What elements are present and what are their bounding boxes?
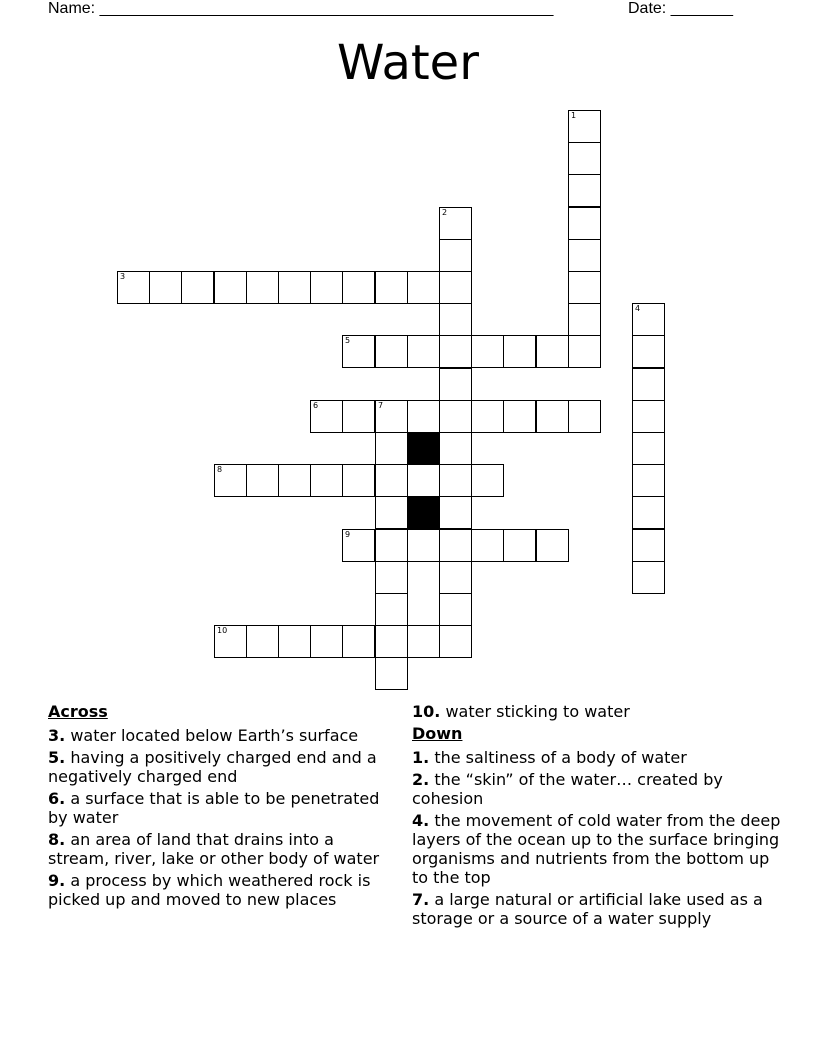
clue-text: having a positively charged end and a negatively charged end	[48, 748, 377, 786]
grid-cell[interactable]	[439, 529, 472, 562]
clue-number-label: 9	[345, 530, 351, 539]
clue-number-label: 4	[635, 304, 641, 313]
across-heading: Across	[48, 702, 108, 721]
grid-cell[interactable]	[214, 271, 247, 304]
header	[48, 0, 748, 20]
clue-text: a large natural or artificial lake used as a storage or a source of a water supply	[412, 890, 763, 928]
grid-cell[interactable]	[439, 625, 472, 658]
grid-cell[interactable]	[375, 400, 408, 433]
grid-cell[interactable]	[632, 529, 665, 562]
clue-number-label: 8	[217, 465, 223, 474]
grid-cell[interactable]	[342, 335, 375, 368]
grid-cell[interactable]	[407, 335, 440, 368]
clue-text: a process by which weathered rock is picked up and moved to new places	[48, 871, 371, 909]
grid-cell[interactable]	[375, 593, 408, 626]
clue-number-label: 5	[345, 336, 351, 345]
grid-cell[interactable]	[632, 464, 665, 497]
clue-text: water sticking to water	[445, 702, 630, 721]
clue-number: 4.	[412, 811, 430, 830]
clue-text: an area of land that drains into a stream, river, lake or other body of water	[48, 830, 380, 868]
clue-text: water located below Earth’s surface	[70, 726, 359, 745]
grid-cell[interactable]	[407, 400, 440, 433]
clue-number: 7.	[412, 890, 430, 909]
grid-cell[interactable]	[568, 142, 601, 175]
grid-cell[interactable]	[375, 335, 408, 368]
clue-number-label: 1	[571, 111, 577, 120]
grid-cell[interactable]	[407, 271, 440, 304]
grid-cell[interactable]	[471, 529, 504, 562]
grid-cell[interactable]	[632, 561, 665, 594]
grid-cell[interactable]	[568, 110, 601, 143]
grid-cell[interactable]	[439, 271, 472, 304]
clue-down-1	[412, 748, 782, 767]
clue-number-label: 6	[313, 401, 319, 410]
grid-cell[interactable]	[471, 400, 504, 433]
clues-column-right	[412, 702, 782, 931]
clue-text: the movement of cold water from the deep layers of the ocean up to the surface bringing organisms and nutrients from the bottom up to the top	[412, 811, 781, 887]
grid-cell[interactable]	[246, 271, 279, 304]
grid-cell[interactable]	[375, 496, 408, 529]
puzzle-title: Water	[337, 35, 479, 91]
grid-cell[interactable]	[439, 239, 472, 272]
clue-number-label: 3	[120, 272, 126, 281]
grid-cell[interactable]	[375, 271, 408, 304]
clue-number: 9.	[48, 871, 66, 890]
grid-cell[interactable]	[439, 593, 472, 626]
clue-down-4	[412, 811, 782, 887]
clue-across-10	[412, 702, 782, 721]
grid-cell[interactable]	[310, 464, 343, 497]
grid-cell[interactable]	[536, 529, 569, 562]
grid-cell[interactable]	[632, 303, 665, 336]
grid-cell[interactable]	[632, 432, 665, 465]
clues-column-left	[48, 702, 393, 912]
clue-number: 2.	[412, 770, 430, 789]
grid-cell[interactable]	[471, 464, 504, 497]
grid-cell[interactable]	[568, 303, 601, 336]
grid-cell[interactable]	[375, 432, 408, 465]
grid-cell[interactable]	[375, 625, 408, 658]
clue-across-9	[48, 871, 393, 909]
grid-cell[interactable]	[503, 400, 536, 433]
grid-cell[interactable]	[503, 529, 536, 562]
clue-across-3	[48, 726, 393, 745]
grid-cell[interactable]	[439, 400, 472, 433]
clue-number: 1.	[412, 748, 430, 767]
clue-number: 10.	[412, 702, 441, 721]
grid-cell[interactable]	[536, 400, 569, 433]
grid-cell[interactable]	[375, 464, 408, 497]
grid-cell[interactable]	[439, 368, 472, 401]
clue-text: the “skin” of the water… created by cohesion	[412, 770, 723, 808]
grid-cell[interactable]	[439, 464, 472, 497]
grid-cell[interactable]	[568, 239, 601, 272]
grid-cell[interactable]	[342, 464, 375, 497]
grid-cell[interactable]	[310, 625, 343, 658]
grid-cell[interactable]	[439, 207, 472, 240]
clue-text: a surface that is able to be penetrated by water	[48, 789, 380, 827]
grid-cell[interactable]	[310, 400, 343, 433]
grid-cell[interactable]	[632, 368, 665, 401]
grid-cell[interactable]	[439, 303, 472, 336]
grid-cell[interactable]	[632, 335, 665, 368]
clue-number: 5.	[48, 748, 66, 767]
grid-cell[interactable]	[439, 432, 472, 465]
grid-cell[interactable]	[278, 464, 311, 497]
clue-number-label: 2	[442, 208, 448, 217]
grid-cell[interactable]	[375, 561, 408, 594]
grid-cell[interactable]	[342, 271, 375, 304]
clue-number: 6.	[48, 789, 66, 808]
grid-cell[interactable]	[149, 271, 182, 304]
grid-cell[interactable]	[439, 561, 472, 594]
clue-across-8	[48, 830, 393, 868]
grid-cell[interactable]	[568, 271, 601, 304]
grid-cell[interactable]	[536, 335, 569, 368]
clue-number: 3.	[48, 726, 66, 745]
grid-cell[interactable]	[310, 271, 343, 304]
grid-cell[interactable]	[407, 464, 440, 497]
clue-across-5	[48, 748, 393, 786]
grid-cell[interactable]	[181, 271, 214, 304]
grid-cell[interactable]	[568, 174, 601, 207]
grid-cell[interactable]	[439, 335, 472, 368]
grid-cell[interactable]	[407, 625, 440, 658]
grid-cell[interactable]	[471, 335, 504, 368]
black-square	[407, 432, 440, 465]
grid-cell[interactable]	[246, 464, 279, 497]
clue-text: the saltiness of a body of water	[434, 748, 687, 767]
grid-cell[interactable]	[568, 400, 601, 433]
down-heading: Down	[412, 724, 463, 743]
grid-cell[interactable]	[342, 400, 375, 433]
black-square	[407, 496, 440, 529]
clue-across-6	[48, 789, 393, 827]
grid-cell[interactable]	[568, 207, 601, 240]
clue-down-2	[412, 770, 782, 808]
grid-cell[interactable]	[214, 625, 247, 658]
grid-cell[interactable]	[342, 529, 375, 562]
grid-cell[interactable]	[278, 271, 311, 304]
name-field-label[interactable]: Name: ___________________________________________________	[48, 0, 554, 17]
grid-cell[interactable]	[278, 625, 311, 658]
grid-cell[interactable]	[375, 529, 408, 562]
clue-number-label: 7	[378, 401, 384, 410]
grid-cell[interactable]	[246, 625, 279, 658]
grid-cell[interactable]	[407, 529, 440, 562]
grid-cell[interactable]	[214, 464, 247, 497]
grid-cell[interactable]	[375, 657, 408, 690]
clue-number-label: 10	[217, 626, 228, 635]
clue-down-7	[412, 890, 782, 928]
grid-cell[interactable]	[568, 335, 601, 368]
grid-cell[interactable]	[632, 496, 665, 529]
grid-cell[interactable]	[503, 335, 536, 368]
grid-cell[interactable]	[632, 400, 665, 433]
grid-cell[interactable]	[117, 271, 150, 304]
date-field-label[interactable]: Date: _______	[628, 0, 733, 17]
clue-number: 8.	[48, 830, 66, 849]
grid-cell[interactable]	[439, 496, 472, 529]
grid-cell[interactable]	[342, 625, 375, 658]
